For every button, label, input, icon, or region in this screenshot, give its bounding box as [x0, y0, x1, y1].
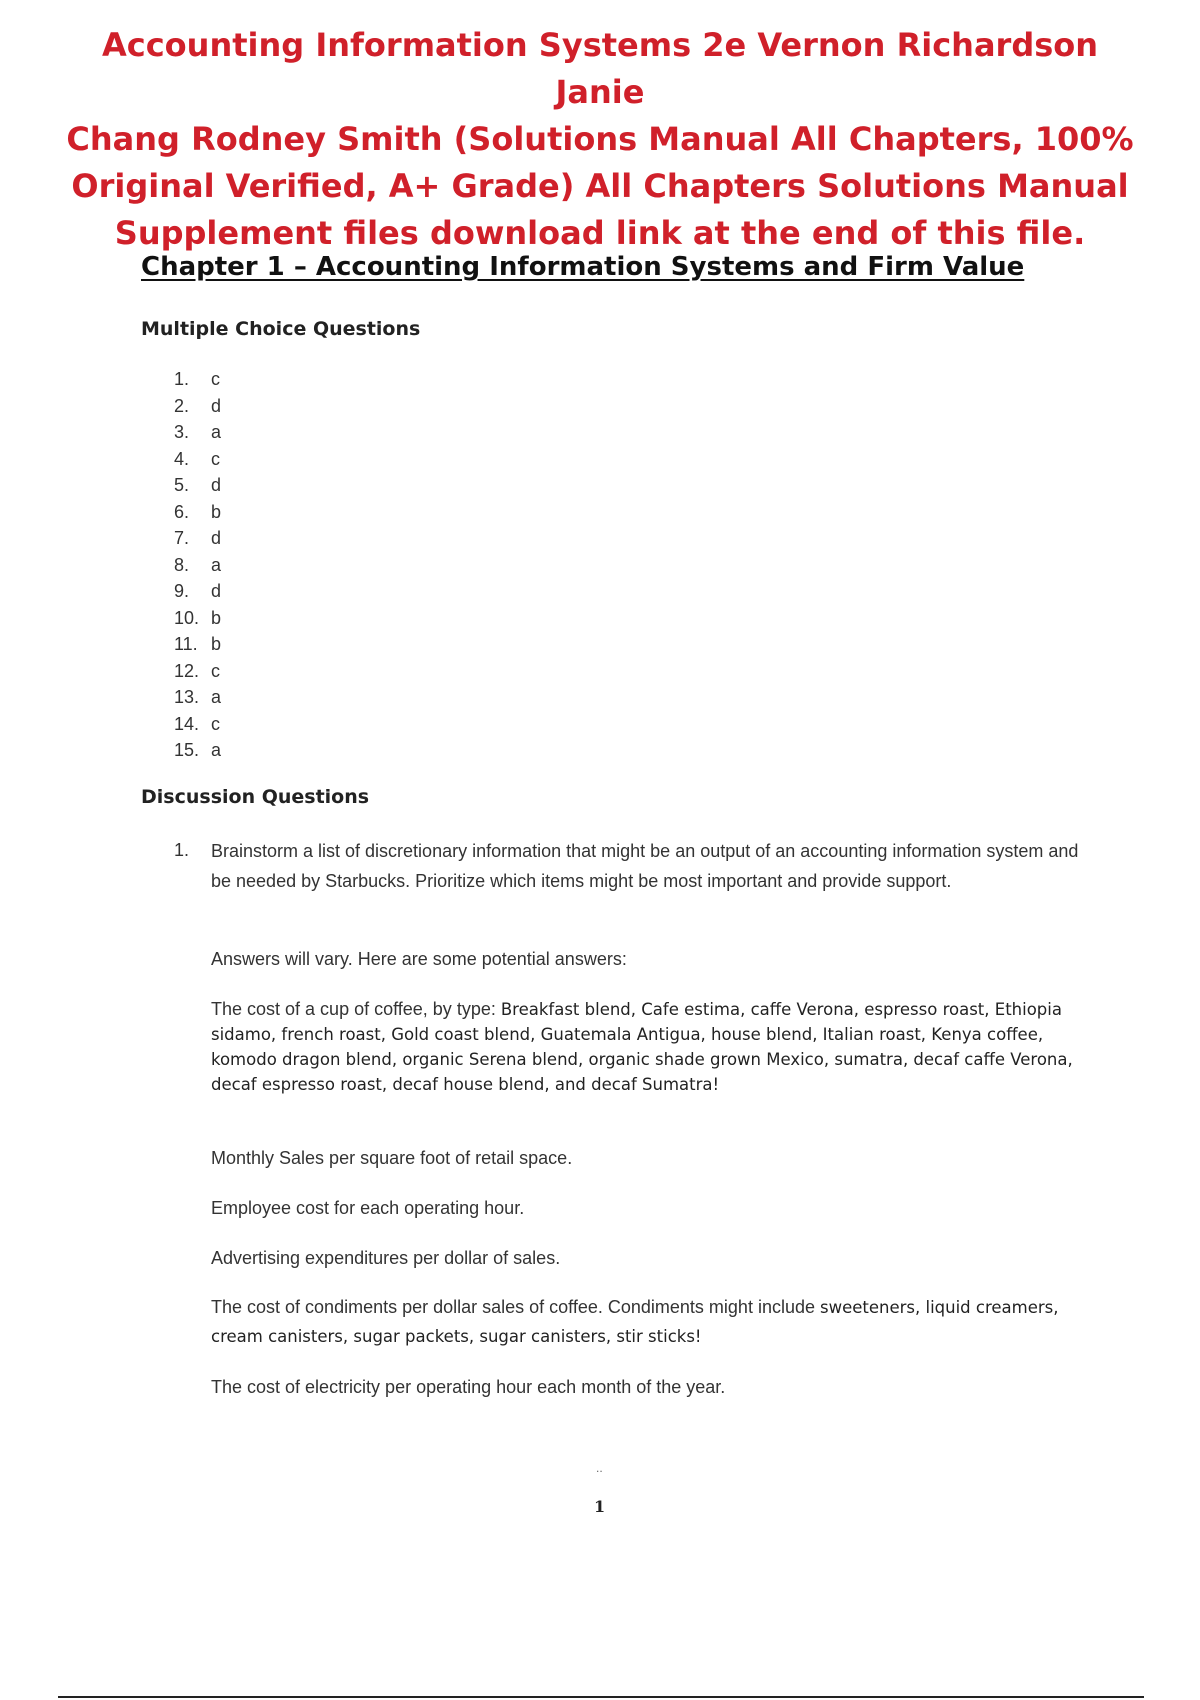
item-answer: d: [211, 395, 222, 416]
item-answer: a: [211, 687, 222, 707]
list-item: [174, 661, 221, 688]
item-answer: a: [211, 554, 222, 575]
item-number: 11.: [174, 634, 198, 654]
item-number: 9.: [174, 581, 190, 601]
item-number: 7.: [174, 528, 190, 548]
list-item: [174, 475, 221, 502]
banner-line: Supplement files download link at the end of this file.: [114, 214, 1086, 252]
list-item: [174, 449, 221, 476]
banner-line: Chang Rodney Smith (Solutions Manual All Chapters, 100%: [66, 120, 1134, 158]
list-item: [174, 502, 221, 529]
item-number: 8.: [174, 554, 190, 575]
condiment-list: sweeteners, liquid creamers, cream canisters, sugar packets, sugar canisters, stir sticks!: [211, 1298, 1059, 1346]
page-number: 1: [594, 1497, 606, 1516]
item-number: 2.: [174, 395, 190, 416]
item-number: 3.: [174, 422, 190, 442]
item-number: 12.: [174, 660, 200, 681]
question-number: 1.: [174, 840, 190, 860]
list-item: [174, 714, 221, 741]
item-number: 1.: [174, 369, 190, 389]
item-answer: d: [211, 581, 222, 601]
list-item: [174, 396, 221, 423]
mcq-answer-list: [174, 369, 221, 767]
item-number: 4.: [174, 448, 190, 469]
item-answer: c: [211, 660, 220, 681]
answers-intro: Answers will vary. Here are some potential answers:: [211, 949, 627, 969]
item-number: 10.: [174, 607, 200, 628]
coffee-type-list: Breakfast blend, Cafe estima, caffe Verona, espresso roast, Ethiopia sidamo, french roast, Gold coast blend, Guatemala Antigua, house blend, Italian roast, Kenya coffee, komodo dragon blend, organic Serena blend, organic shade grown Mexico, sumatra, decaf caffe Verona, decaf espresso roast, decaf house blend, and decaf Sumatra!: [211, 1000, 1073, 1094]
item-answer: d: [211, 475, 222, 495]
banner-line: Original Verified, A+ Grade) All Chapters Solutions Manual: [71, 167, 1129, 205]
item-number: 13.: [174, 687, 200, 707]
mcq-heading: Multiple Choice Questions: [141, 318, 421, 340]
answer-electricity: The cost of electricity per operating hour each month of the year.: [211, 1377, 726, 1397]
item-answer: b: [211, 607, 222, 628]
item-answer: c: [211, 369, 220, 389]
question-text: Brainstorm a list of discretionary information that might be an output of an accounting information system and be needed by Starbucks. Prioritize which items might be most important and provide support.: [211, 841, 1079, 891]
item-answer: c: [211, 448, 220, 469]
list-item: [174, 687, 221, 714]
list-item: [174, 608, 221, 635]
item-answer: a: [211, 422, 222, 442]
answer-lead: The cost of condiments per dollar sales of coffee. Condiments might include: [211, 1297, 820, 1317]
document-banner: [60, 22, 1140, 257]
page-divider: [58, 1696, 1144, 1698]
item-answer: b: [211, 634, 222, 654]
item-number: 14.: [174, 713, 200, 734]
answer-employee-cost: Employee cost for each operating hour.: [211, 1198, 525, 1218]
item-answer: c: [211, 713, 220, 734]
list-item: [174, 634, 221, 661]
list-item: [174, 422, 221, 449]
item-answer: b: [211, 501, 222, 522]
item-number: 5.: [174, 475, 190, 495]
list-item: [174, 740, 221, 767]
list-item: [174, 528, 221, 555]
list-item: [174, 581, 221, 608]
list-item: [174, 555, 221, 582]
item-number: 15.: [174, 740, 200, 760]
discussion-heading: Discussion Questions: [141, 786, 370, 808]
footer-dots: ..: [596, 1461, 603, 1475]
chapter-title: Chapter 1 – Accounting Information Systems and Firm Value: [141, 252, 1025, 282]
answer-sales-per-sqft: Monthly Sales per square foot of retail space.: [211, 1148, 573, 1168]
item-answer: d: [211, 528, 222, 548]
answer-coffee-cost: [211, 997, 1091, 1097]
answer-condiments: [211, 1293, 1091, 1351]
answer-advertising: Advertising expenditures per dollar of sales.: [211, 1248, 561, 1268]
item-answer: a: [211, 740, 222, 760]
list-item: [174, 369, 221, 396]
item-number: 6.: [174, 501, 190, 522]
answer-lead: The cost of a cup of coffee, by type:: [211, 999, 501, 1019]
banner-line: Accounting Information Systems 2e Vernon Richardson Janie: [101, 26, 1099, 111]
